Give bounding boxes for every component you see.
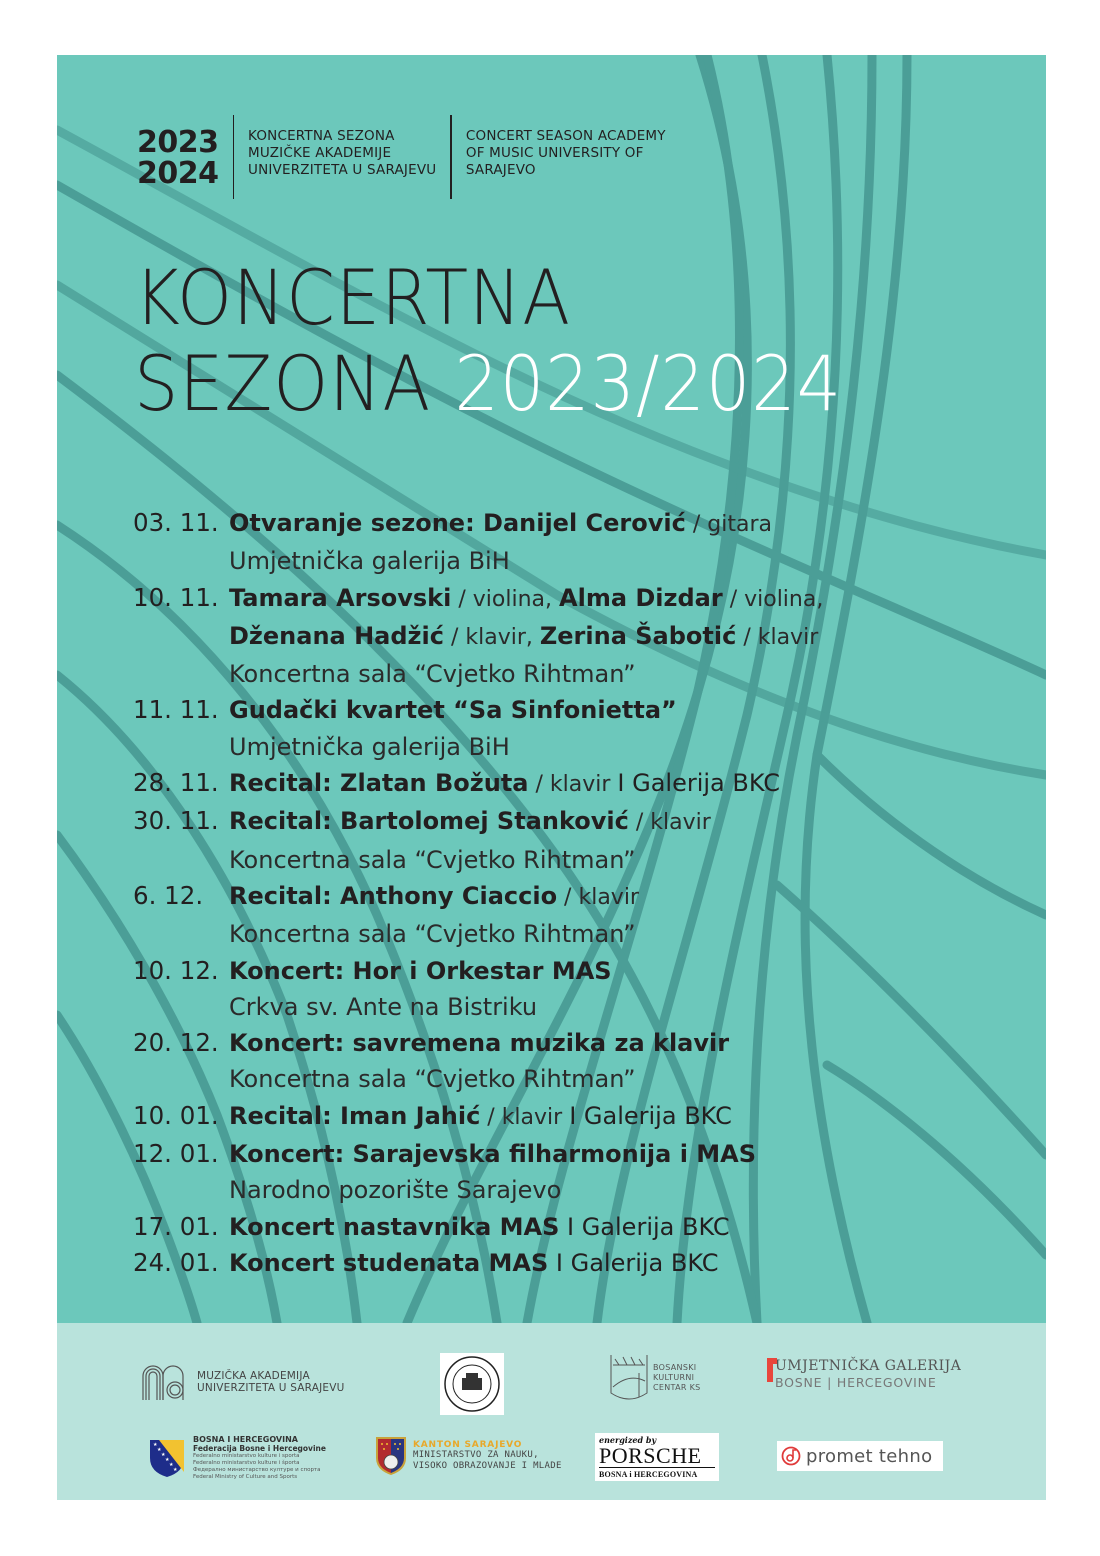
event-venue: Koncertna sala “Cvjetko Rihtman” (229, 920, 636, 949)
kanton-sarajevo-crest-icon (375, 1436, 407, 1476)
poster (57, 55, 1046, 1500)
event-venue-inline: I Galerija BKC (617, 769, 781, 798)
logo-promet-tehno: promet tehno (777, 1441, 943, 1471)
event-date: 11. 11. (133, 695, 219, 725)
english-subtitle: CONCERT SEASON ACADEMY OF MUSIC UNIVERSITY OF SARAJEVO (465, 128, 666, 178)
logo-art-gallery: UMJETNIČKA GALERIJA BOSNE | HERCEGOVINE (767, 1358, 961, 1390)
bih-coat-of-arms-icon (149, 1438, 185, 1478)
event-item (133, 692, 933, 765)
event-title: Recital: Zlatan Božuta (229, 769, 529, 798)
event-date: 10. 11. (133, 582, 219, 612)
event-instrument: / gitara (685, 512, 772, 537)
event-instrument: / violina, (722, 586, 824, 612)
svg-text:★: ★ (173, 1467, 178, 1473)
event-venue: Crkva sv. Ante na Bistriku (229, 992, 538, 1021)
event-title: Koncert: Sarajevska filharmonija i MAS (229, 1140, 757, 1169)
event-venue-inline: I Galerija BKC (559, 1212, 730, 1241)
university-seal-icon (440, 1353, 504, 1415)
music-academy-icon (141, 1364, 187, 1400)
event-date: 6. 12. (133, 880, 204, 910)
svg-text:★: ★ (153, 1442, 158, 1448)
event-item (133, 1136, 933, 1209)
divider (233, 115, 235, 199)
event-title: Tamara Arsovski (229, 583, 452, 612)
svg-text:★: ★ (161, 1452, 166, 1458)
svg-text:★: ★ (169, 1462, 174, 1468)
event-date-spacer (133, 618, 229, 656)
local-subtitle: KONCERTNA SEZONA MUZIČKE AKADEMIJE UNIVERZITETA U SARAJEVU (248, 128, 437, 178)
event-instrument: / klavir (628, 810, 711, 836)
event-item (133, 1209, 933, 1245)
event-date: 17. 01. (133, 1211, 219, 1241)
event-instrument: / klavir (557, 884, 639, 910)
event-item (133, 505, 933, 580)
event-title: Koncert: Hor i Orkestar MAS (229, 956, 612, 985)
event-date: 12. 01. (133, 1139, 219, 1169)
event-date: 03. 11. (133, 508, 219, 537)
year-bottom: 2024 (137, 156, 219, 191)
event-venue: Umjetnička galerija BiH (229, 547, 510, 576)
event-venue: Umjetnička galerija BiH (229, 732, 510, 761)
event-instrument: / klavir (528, 772, 618, 798)
event-title: Koncert studenata MAS (229, 1248, 549, 1277)
logo-university-sarajevo (440, 1353, 504, 1415)
event-date: 30. 11. (133, 806, 219, 836)
event-date: 10. 12. (133, 955, 219, 985)
event-item (133, 765, 933, 803)
event-item (133, 953, 933, 1026)
event-venue: Narodno pozorište Sarajevo (229, 1176, 562, 1205)
title-years: 2023/2024 (454, 339, 843, 428)
gallery-mark-icon (767, 1358, 777, 1382)
divider (450, 115, 452, 199)
event-date: 24. 01. (133, 1247, 219, 1277)
event-date: 10. 01. (133, 1100, 219, 1130)
season-years (137, 125, 219, 189)
event-date: 28. 11. (133, 768, 219, 798)
logo-kanton-sarajevo: KANTON SARAJEVO MINISTARSTVO ZA NAUKU, VISOKO OBRAZOVANJE I MLADE (375, 1436, 562, 1476)
event-instrument: / klavir, (443, 624, 540, 650)
event-list (133, 505, 933, 1281)
event-item (133, 878, 933, 953)
page-title (134, 255, 904, 427)
event-item (133, 1025, 933, 1098)
svg-text:★: ★ (165, 1457, 170, 1463)
event-item (133, 1098, 933, 1136)
event-title: Otvaranje sezone: Danijel Cerović (229, 509, 686, 537)
logo-porsche: energized by PORSCHE BOSNA i HERCEGOVINA (595, 1433, 719, 1481)
event-instrument: / violina, (451, 586, 560, 612)
event-title: Recital: Iman Jahić (229, 1101, 481, 1130)
title-line-2: SEZONA 2023/2024 (134, 339, 843, 428)
event-title: Gudački kvartet “Sa Sinfonietta” (229, 696, 677, 725)
event-venue: Koncertna sala “Cvjetko Rihtman” (229, 660, 636, 689)
event-instrument: / klavir (480, 1104, 570, 1130)
logo-music-academy: MUZIČKA AKADEMIJA UNIVERZITETA U SARAJEVU (141, 1364, 345, 1400)
event-title: Koncert: savremena muzika za klavir (229, 1029, 730, 1058)
event-title: Zerina Šabotić (539, 621, 737, 650)
event-title: Alma Dizdar (559, 583, 723, 612)
event-instrument: / klavir (736, 624, 819, 650)
event-item (133, 803, 933, 878)
promet-tehno-icon (781, 1446, 801, 1466)
logo-fbih-ministry: ★ ★ ★ ★ ★ ★ BOSNA I HERCEGOVINA Federacija Bosne i Hercegovine Federalno ministarstvo kulture i sporta Federalno ministarstvo kulture i športa Федерално министарство културе и спорта Federal Ministry of Culture and Sports (149, 1435, 326, 1481)
header (137, 125, 666, 195)
event-venue-inline: I Galerija BKC (548, 1248, 719, 1277)
event-title: Recital: Anthony Ciaccio (229, 881, 558, 910)
event-title: Recital: Bartolomej Stanković (229, 807, 629, 836)
event-item (133, 580, 933, 693)
sponsor-footer (57, 1323, 1046, 1500)
event-title: Dženana Hadžić (229, 621, 444, 650)
bkc-crest-icon (609, 1353, 649, 1403)
logo-bkc: BOSANSKI KULTURNI CENTAR KS (609, 1353, 701, 1403)
event-venue-inline: I Galerija BKC (569, 1101, 732, 1130)
event-venue: Koncertna sala “Cvjetko Rihtman” (229, 1065, 636, 1094)
event-item (133, 1245, 933, 1281)
event-title: Koncert nastavnika MAS (229, 1212, 560, 1241)
event-venue: Koncertna sala “Cvjetko Rihtman” (229, 845, 636, 874)
title-line-1: KONCERTNA (134, 253, 571, 342)
svg-text:★: ★ (157, 1447, 162, 1453)
event-date: 20. 12. (133, 1028, 219, 1058)
year-top: 2023 (137, 125, 219, 160)
